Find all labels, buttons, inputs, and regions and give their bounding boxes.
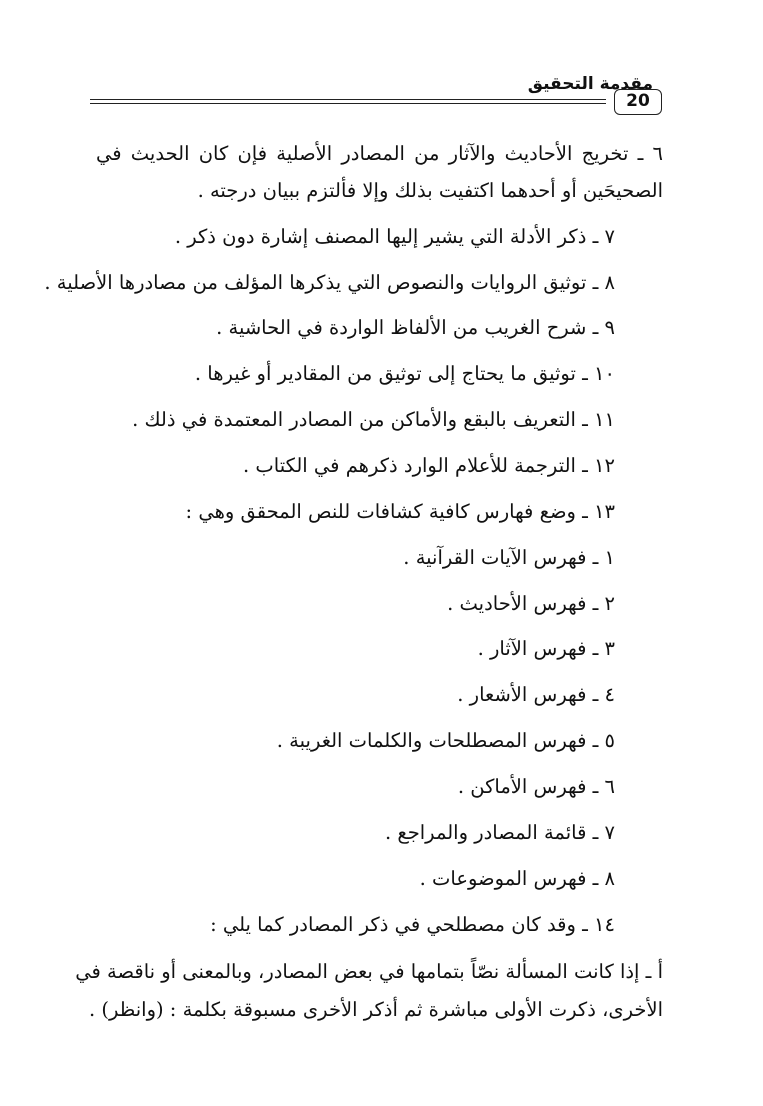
item-6-line-2: الصحيحَين أو أحدهما اكتفيت بذلك وإلا فألتزم ببيان درجته . — [197, 179, 663, 202]
item-a-line-1: أ ـ إذا كانت المسألة نصّاً بتمامها في بعض المصادر، وبالمعنى أو ناقصة في — [75, 960, 663, 983]
item-14: ١٤ ـ وقد كان مصطلحي في ذكر المصادر كما يلي : — [210, 913, 615, 936]
item-7: ٧ ـ ذكر الأدلة التي يشير إليها المصنف إشارة دون ذكر . — [174, 225, 615, 248]
page-number: 20 — [614, 89, 662, 115]
index-item-3: ٣ ـ فهرس الآثار . — [477, 637, 615, 660]
running-header-title: مقدمة التحقيق — [527, 74, 653, 94]
item-13: ١٣ ـ وضع فهارس كافية كشافات للنص المحقق وهي : — [185, 500, 615, 523]
item-8: ٨ ـ توثيق الروايات والنصوص التي يذكرها المؤلف من مصادرها الأصلية . — [44, 271, 615, 294]
index-item-8: ٨ ـ فهرس الموضوعات . — [419, 867, 615, 890]
header-rule-bottom — [90, 103, 606, 104]
item-11: ١١ ـ التعريف بالبقع والأماكن من المصادر المعتمدة في ذلك . — [132, 408, 615, 431]
index-item-6: ٦ ـ فهرس الأماكن . — [457, 775, 615, 798]
header-rule-top — [90, 99, 606, 100]
index-item-4: ٤ ـ فهرس الأشعار . — [457, 683, 615, 706]
item-9: ٩ ـ شرح الغريب من الألفاظ الواردة في الحاشية . — [216, 316, 615, 339]
item-10: ١٠ ـ توثيق ما يحتاج إلى توثيق من المقادير أو غيرها . — [194, 362, 615, 385]
item-6-line-1: ٦ ـ تخريج الأحاديث والآثار من المصادر الأصلية فإن كان الحديث في — [96, 142, 663, 165]
index-item-7: ٧ ـ قائمة المصادر والمراجع . — [384, 821, 615, 844]
item-12: ١٢ ـ الترجمة للأعلام الوارد ذكرهم في الكتاب . — [243, 454, 615, 477]
index-item-5: ٥ ـ فهرس المصطلحات والكلمات الغريبة . — [276, 729, 615, 752]
index-item-1: ١ ـ فهرس الآيات القرآنية . — [403, 546, 615, 569]
item-a-line-2: الأخرى، ذكرت الأولى مباشرة ثم أذكر الأخرى مسبوقة بكلمة : (وانظر) . — [88, 998, 663, 1021]
index-item-2: ٢ ـ فهرس الأحاديث . — [447, 592, 615, 615]
